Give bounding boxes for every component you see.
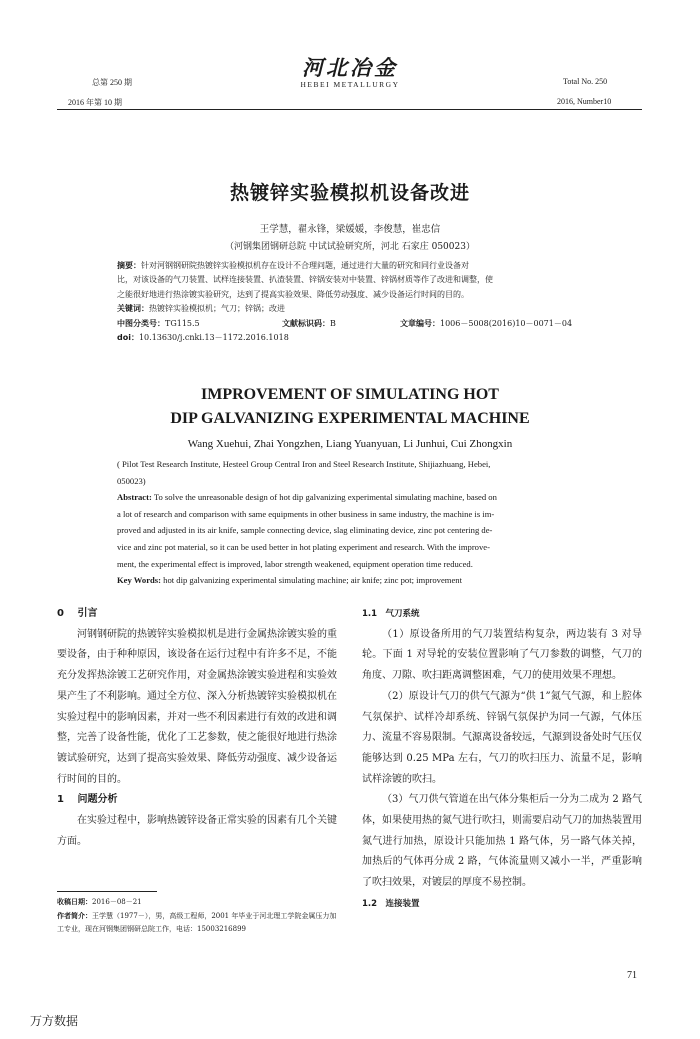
keywords-en-label: Key Words: (117, 575, 162, 586)
subsection-heading-connecting-device: 1.2 连接装置 (362, 898, 420, 909)
abstract-en-line: a lot of research and comparison with same equipments in other business in same industry, the machine is im- (117, 508, 495, 519)
received-date: 2016－08－21 (92, 898, 142, 906)
keywords-cn-label: 关键词： (117, 304, 149, 314)
subsection-heading-air-knife: 1.1 气刀系统 (362, 609, 420, 619)
watermark: 万方数据 (30, 1014, 79, 1028)
affiliation-en-line2: 050023) (117, 475, 146, 486)
paragraph-air-knife-1: （1）原设备所用的气刀装置结构复杂，两边装有 3 对导轮。下面 1 对导轮的安装位置影响了气刀参数的调整，气刀的角度、刀隙、吹扫距离调整困难，气刀的使用效果不理想。 (362, 628, 642, 682)
authors-cn: 王学慧，翟永锋，梁媛媛，李俊慧，崔忠信 (259, 224, 441, 235)
issue-total-cn: 总第 250 期 (92, 78, 132, 87)
received-label: 收稿日期： (57, 897, 92, 906)
paragraph-analysis: 在实验过程中，影响热镀锌设备正常实验的因素有几个关键方面。 (57, 815, 337, 847)
authors-en: Wang Xuehui, Zhai Yongzhen, Liang Yuanyuan, Li Junhui, Cui Zhongxin (187, 438, 513, 450)
section-heading-introduction: 0 引言 (57, 608, 98, 619)
abstract-en-line: To solve the unreasonable design of hot dip galvanizing experimental simulating machine, based on (151, 492, 497, 503)
doi-label: doi： (117, 333, 139, 343)
doi-value: 10.13630/j.cnki.13－1172.2016.1018 (138, 333, 289, 343)
affiliation-en-line1: ( Pilot Test Research Institute, Hesteel Group Central Iron and Steel Research Institute, Shijiazhuang, Hebei, (117, 459, 491, 469)
paragraph-introduction: 河钢钢研院的热镀锌实验模拟机是进行金属热涂镀实验的重要设备，由于种种原因，该设备在运行过程中有许多不足，不能充分发挥热涂镀工艺研究作用，对金属热涂镀实验进程和实验效果产生了不利影响。通过全方位、深入分析热镀锌实验模拟机在实验过程中的影响因素，并对一些不利因素进行有效的改进和调整，完善了设备性能，优化了工艺参数，使之能很好地进行热涂镀试验研究，达到了提高实验效果、降低劳动强度、减少设备运行时间的目的。 (57, 628, 337, 785)
doccode-label: 文献标识码： (282, 318, 330, 328)
header-rule (57, 109, 642, 110)
journal-name-cn: 河北冶金 (302, 55, 398, 80)
article-no-label: 文章编号： (400, 318, 440, 328)
section-heading-analysis: 1 问题分析 (57, 794, 118, 806)
author-bio-label: 作者简介： (57, 911, 92, 920)
abstract-en-label: Abstract: (117, 492, 152, 503)
article-no-value: 1006－5008(2016)10－0071－04 (440, 318, 573, 328)
paper-title-en-line1: IMPROVEMENT OF SIMULATING HOT (201, 386, 499, 403)
footnote-rule (57, 891, 157, 892)
abstract-en-line: vice and zinc pot material, so it can be used better in hot plating experiment and research. With the improve- (117, 541, 490, 552)
right-column (362, 604, 642, 915)
issue-total-en: Total No. 250 (563, 77, 608, 86)
keywords-en: hot dip galvanizing experimental simulating machine; air knife; zinc pot; improvement (161, 575, 462, 586)
abstract-en-line: proved and adjusted in its air knife, sample connecting device, slag eliminating device, zinc pot centering de- (117, 525, 493, 536)
abstract-cn-line: 之能很好地进行热涂镀实验研究，达到了提高实验效果、降低劳动强度、减少设备运行时间的目的。 (117, 289, 469, 299)
journal-logo (285, 52, 415, 89)
abstract-cn-line: 针对河钢钢研院热镀锌实验模拟机存在设计不合理问题，通过进行大量的研究和同行业设备对 (141, 261, 469, 270)
journal-name-en: HEBEI METALLURGY (300, 80, 400, 89)
affiliation-cn: （河钢集团钢研总院 中试试验研究所，河北 石家庄 050023） (225, 242, 475, 252)
footnote (57, 895, 337, 936)
abstract-cn-label: 摘要： (117, 261, 141, 270)
paper-title-cn: 热镀锌实验模拟机设备改进 (229, 182, 470, 204)
issue-number-cn: 2016 年第 10 期 (68, 98, 122, 107)
paper-title-en-line2: DIP GALVANIZING EXPERIMENTAL MACHINE (170, 410, 530, 427)
abstract-cn (117, 259, 587, 345)
paragraph-air-knife-2: （2）原设计气刀的供气气源为“供 1”氮气气源，和上腔体气氛保护、试样冷却系统、锌锅气氛保护为同一气源，气体压力、流量不容易限制。气源离设备较远，气源到设备处时气压仅能够达到 0.25 MPa 左右，气刀的吹扫压力、流量不足，影响试样涂镀的吹扫。 (362, 690, 642, 785)
abstract-en (117, 456, 587, 589)
paragraph-air-knife-3: （3）气刀供气管道在出气体分集柜后一分为二成为 2 路气体，如果使用热的氮气进行吹扫，则需要启动气刀的加热装置用氮气进行加热，原设计只能加热 1 路气体，另一路气体关掉，加热后的气体再分成 2 路，气体流量则又减小一半，严重影响了吹扫效果，对镀层的厚度不易控制。 (362, 794, 642, 889)
issue-number-en: 2016, Number10 (557, 97, 612, 106)
abstract-cn-line: 比，对该设备的气刀装置、试样连接装置、扒渣装置、锌锅安装对中装置、锌锅材质等作了改进和调整，使 (117, 275, 493, 285)
clc-label: 中图分类号： (117, 318, 165, 328)
page-number: 71 (627, 970, 637, 981)
abstract-en-line: ment, the experimental effect is improved, labor strength weakened, equipment operation time reduced. (117, 558, 473, 569)
doccode-value: B (330, 318, 336, 328)
keywords-cn: 热镀锌实验模拟机；气刀；锌锅；改进 (149, 304, 285, 314)
left-column (57, 604, 337, 852)
clc-value: TG115.5 (165, 318, 200, 328)
author-bio: 王学慧（1977－），男，高级工程师，2001 年毕业于河北理工学院金属压力加工专业，现在河钢集团钢研总院工作，电话：15003216899 (57, 912, 337, 933)
